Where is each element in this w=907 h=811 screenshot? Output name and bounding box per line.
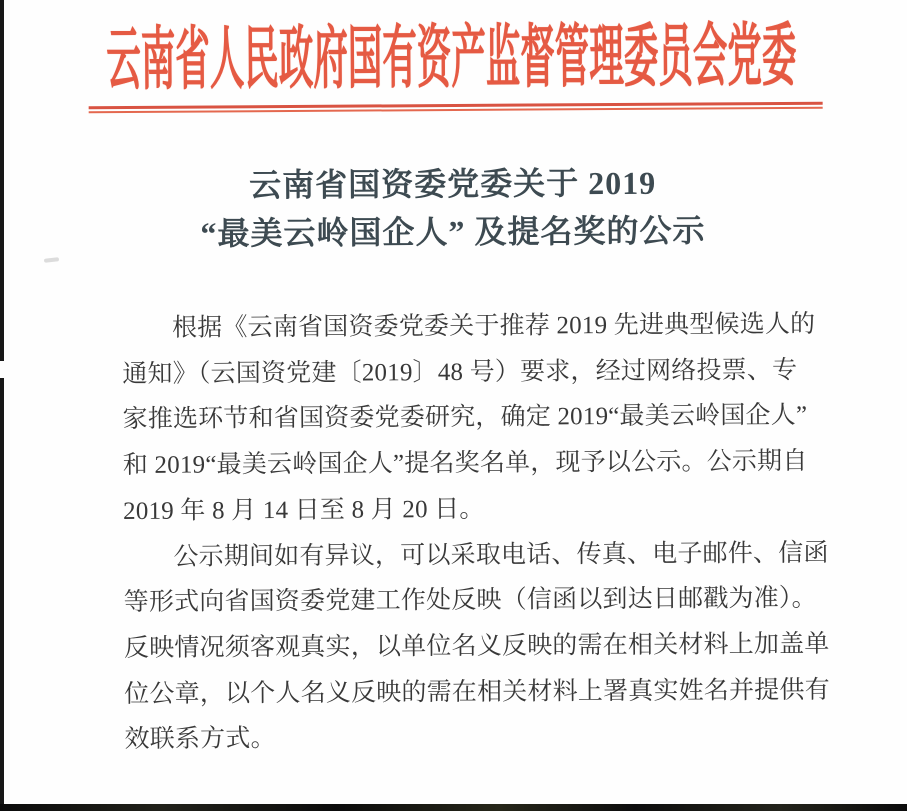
body-line: 和 2019“最美云岭国企人”提名奖名单，现予以公示。公示期自 (122, 447, 808, 480)
letterhead-banner (0, 15, 906, 101)
letterhead-org-name: 云南省人民政府国有资产监督管理委员会党委 (106, 17, 797, 99)
body-line: 2019 年 8 月 14 日至 8 月 20 日。 (123, 495, 485, 525)
letterhead-double-rule (89, 102, 823, 113)
body-line: 通知》（云国资党建〔2019〕48 号）要求，经过网络投票、专 (122, 356, 798, 388)
body-line: 反映情况须客观真实，以单位名义反映的需在相关材料上加盖单 (123, 630, 830, 662)
scan-edge-bottom (0, 804, 907, 811)
notice-title-line-2: “最美云岭国企人” 及提名奖的公示 (200, 212, 706, 252)
paragraph-1 (122, 302, 816, 535)
body-line: 效联系方式。 (124, 725, 276, 754)
body-line: 公示期间如有异议，可以采取电话、传真、电子邮件、信函 (173, 539, 829, 571)
body-line: 位公章，以个人名义反映的需在相关材料上署真实姓名并提供有 (124, 676, 830, 708)
body-line: 等形式向省国资委党建工作处反映（信函以到达日邮戳为准）。 (123, 585, 817, 617)
scan-edge-left-upper (0, 0, 4, 361)
body-line: 根据《云南省国资委党委关于推荐 2019 先进典型候选人的 (171, 310, 816, 342)
notice-body (122, 302, 830, 763)
notice-title (0, 157, 907, 259)
scan-edge-left-lower (0, 378, 4, 811)
body-line: 家推选环节和省国资委党委研究，确定 2019“最美云岭国企人” (122, 402, 808, 434)
notice-title-line-1: 云南省国资委党委关于 2019 (249, 164, 657, 204)
paragraph-2 (123, 530, 830, 763)
